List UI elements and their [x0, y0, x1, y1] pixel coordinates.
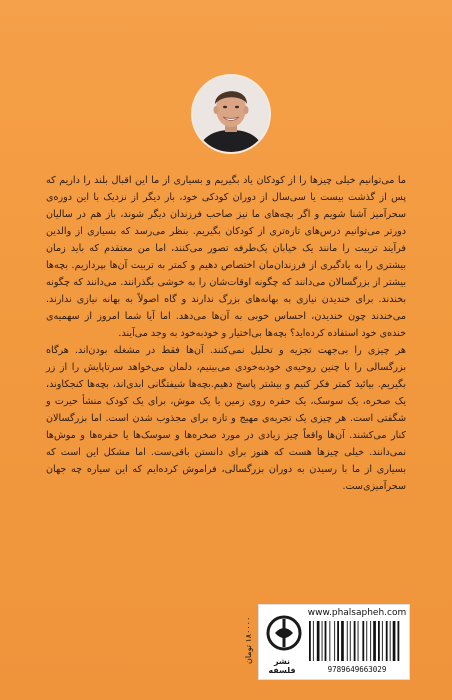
publisher-name: نشر فلسفه	[268, 657, 296, 675]
blurb-text	[46, 172, 406, 495]
barcode-panel	[258, 604, 410, 680]
portrait-image	[193, 76, 269, 152]
blurb-paragraph-2: هر چیزی را بی‌جهت تجزیه و تحلیل نمی‌کنند. آن‌ها فقط در مشغله بودن‌اند. هرگاه بزرگسالی را با چنین روحیه‌ی خودبه‌خودی می‌بینیم، دلمان می‌خواهد سرتاپایش را از زر بگیریم. بیائید کمتر فکر کنیم و بیشتر پاسخ دهیم.بچه‌ها شیفتگانی ابدی‌اند، بچه‌ها کنجکاوند، یک صخره، یک سوسک، یک حفره روی زمین یا یک موش، برای یک کودک منشأ حیرت و شگفتی است. هر چیزی یک تجربه‌ی مهیج و تازه برای مجذوب شدن است. اما بزرگسالان کنار می‌کشند. آن‌ها واقعاً چیز زیادی در مورد صخره‌ها و سوسک‌ها یا حفره‌ها و موش‌ها نمی‌دانند. خیلی چیزها هست که هنوز برای دانستن باقی‌ست. اما مشکل این است که بسیاری از ما با رسیدن به دوران بزرگسالی، فراموش کرده‌ایم که این سیاره چه جهان سحرآمیزی‌ست.	[46, 345, 406, 492]
price-label: ۱۸۰۰۰۰ تومان	[244, 616, 253, 664]
blurb-paragraph-1: ما می‌توانیم خیلی چیزها را از کودکان یاد بگیریم و بسیاری از ما این اقبال بلند را داریم که پس از گذشت بیست یا سی‌سال از دوران کودکی خود، بار دیگر از نزدیک با این دوره‌ی سحرآمیز آشنا شویم و اگر بچه‌های ما نیز صاحب فرزندان دیگر شوند، باز هم در سالیان دورتر می‌توانیم درس‌های تازه‌تری از کودکان بگیریم. بنظر می‌رسد که بسیاری از والدین فرآیند تربیت را مانند یک خیابان یک‌طرفه تصور می‌کنند، اما من معتقدم که باید زمان بیشتری را به یادگیری از فرزندان‌مان اختصاص دهیم و کمتر به تربیت آن‌ها بپردازیم. بچه‌ها بیشتر از بزرگسالان می‌دانند که چگونه اوقات‌شان را به خوشی بگذرانند. می‌دانند که چگونه بخندند. برای خندیدن نیازی به بهانه‌های بزرگ ندارند و گاه اصولاً به بهانه نیازی ندارند. می‌خندند چون خندیدن، احساس خوبی به آن‌ها می‌دهد. اما آیا شما امروز از سهمیه‌ی خنده‌ی خود استفاده کرده‌اید؟ بچه‌ها بی‌اختیار و خودبه‌خود به وجد می‌آیند.	[46, 175, 406, 339]
isbn-barcode	[307, 621, 407, 661]
isbn-number: 9789649663029	[327, 665, 387, 674]
author-portrait	[191, 74, 271, 154]
publisher-website: www.phalsapheh.com	[307, 608, 407, 618]
